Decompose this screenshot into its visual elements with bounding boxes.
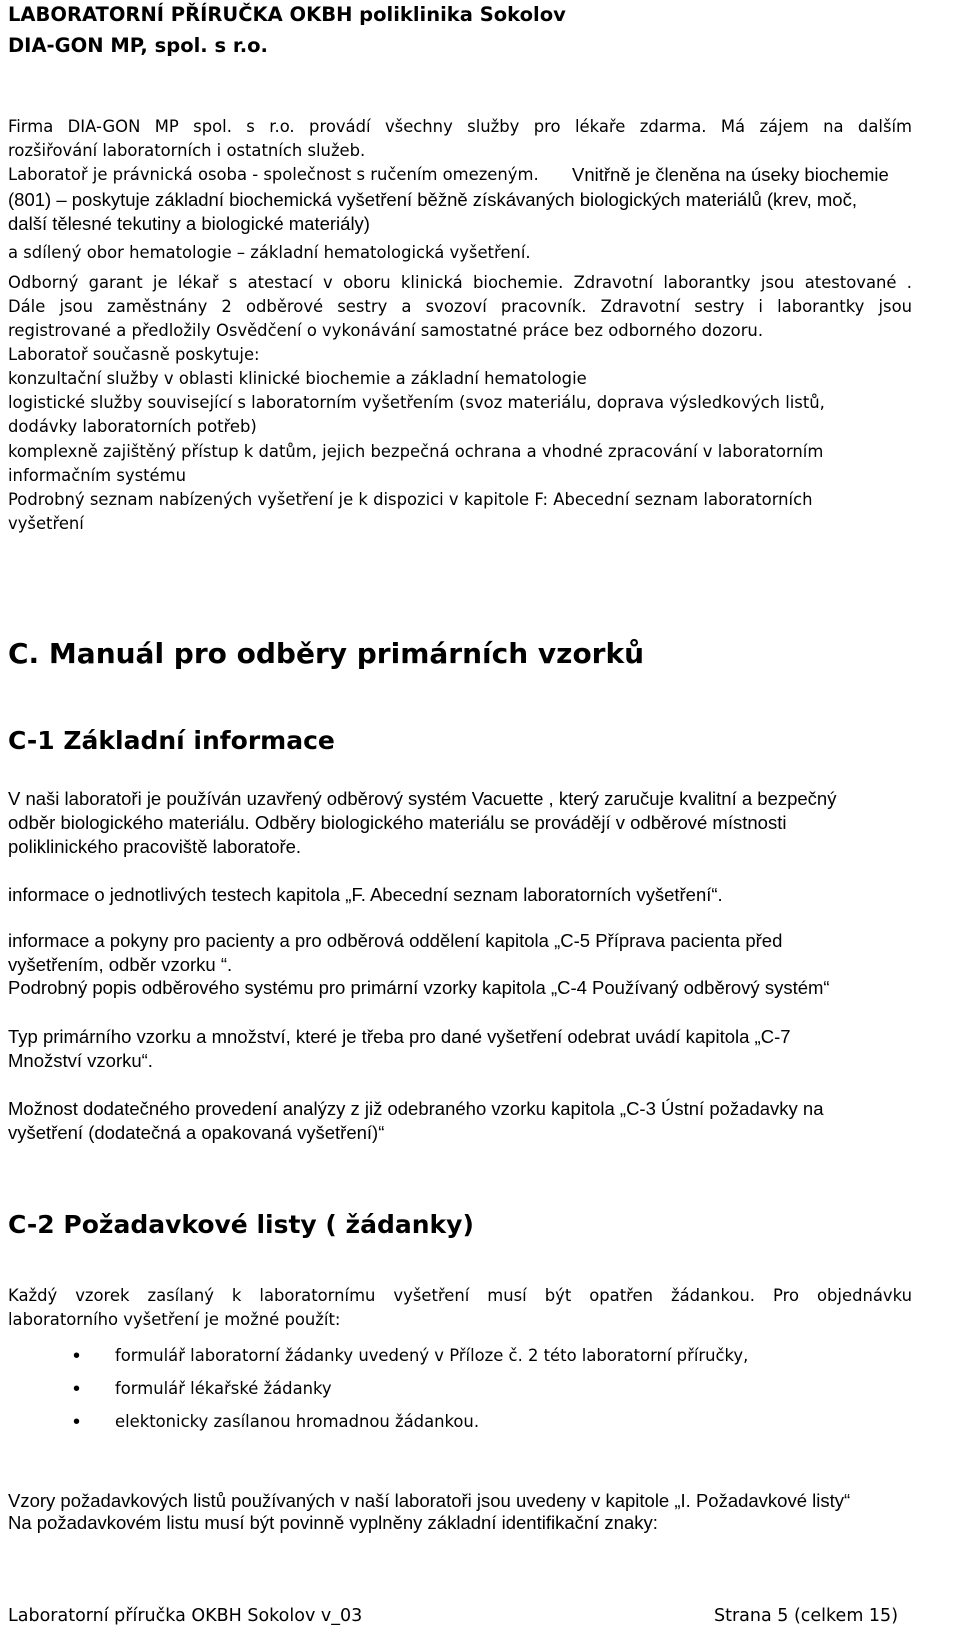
intro-line-4: (801) – poskytuje základní biochemická vyšetření běžně získávaných biologických materiálů (krev, moč, [8, 189, 857, 210]
intro-line-13: dodávky laboratorních potřeb) [8, 417, 257, 436]
intro-line-16: Podrobný seznam nabízených vyšetření je k dispozici v kapitole F: Abecední seznam laboratorních [8, 490, 813, 509]
footer-page-number: Strana 5 (celkem 15) [714, 1606, 899, 1626]
bullet-marker: • [73, 1411, 81, 1433]
section-c2-title: C-2 Požadavkové listy ( žádanky) [8, 1210, 474, 1239]
intro-line-14: komplexně zajištěný přístup k datům, jejich bezpečná ochrana a vhodné zpracování v laboratorním [8, 442, 824, 461]
intro-line-15: informačním systému [8, 466, 186, 485]
intro-line-1: Firma DIA-GON MP spol. s r.o. provádí všechny služby pro lékaře zdarma. Má zájem na dalším [8, 117, 912, 136]
intro-line-8: Dále jsou zaměstnány 2 odběrové sestry a svozoví pracovník. Zdravotní sestry i laborantky jsou [8, 297, 912, 316]
list-item: formulář laboratorní žádanky uvedený v Příloze č. 2 této laboratorní příručky, [115, 1346, 749, 1365]
intro-line-3a: Laboratoř je právnická osoba - společnost s ručením omezeným. [8, 165, 539, 184]
list-item: elektonicky zasílanou hromadnou žádankou. [115, 1412, 480, 1431]
c1-para2: informace o jednotlivých testech kapitola „F. Abecední seznam laboratorních vyšetření“. [8, 884, 723, 905]
bullet-marker: • [73, 1378, 81, 1400]
c1-para3-line1: informace a pokyny pro pacienty a pro odběrová oddělení kapitola „C-5 Příprava pacienta před [8, 930, 783, 951]
section-c1-title: C-1 Základní informace [8, 726, 335, 755]
c1-para3-line2: vyšetřením, odběr vzorku “. [8, 954, 233, 975]
list-item: formulář lékařské žádanky [115, 1379, 332, 1398]
intro-line-10: Laboratoř současně poskytuje: [8, 345, 260, 364]
c1-para6-line2: vyšetření (dodatečná a opakovaná vyšetření)“ [8, 1122, 385, 1143]
header-company: DIA-GON MP, spol. s r.o. [8, 34, 268, 57]
intro-line-2: rozšiřování laboratorních i ostatních služeb. [8, 141, 366, 160]
intro-line-12: logistické služby související s laboratorním vyšetřením (svoz materiálu, doprava výsledkových listů, [8, 393, 825, 412]
intro-line-11: konzultační služby v oblasti klinické biochemie a základní hematologie [8, 369, 587, 388]
footer-document-name: Laboratorní příručka OKBH Sokolov v_03 [8, 1606, 363, 1626]
bullet-marker: • [73, 1345, 81, 1367]
c1-para1-line1: V naši laboratoři je používán uzavřený odběrový systém Vacuette , který zaručuje kvalitní a bezpečný [8, 788, 837, 809]
c2-para1-line1: Každý vzorek zasílaný k laboratornímu vyšetření musí být opatřen žádankou. Pro objednávku [8, 1286, 912, 1305]
c1-para5-line1: Typ primárního vzorku a množství, které je třeba pro dané vyšetření odebrat uvádí kapitola „C-7 [8, 1026, 791, 1047]
header-title: LABORATORNÍ PŘÍRUČKA OKBH poliklinika Sokolov [8, 3, 566, 26]
intro-line-17: vyšetření [8, 514, 84, 533]
intro-line-6: a sdílený obor hematologie – základní hematologická vyšetření. [8, 243, 531, 262]
c2-para2-line2: Na požadavkovém listu musí být povinně vyplněny základní identifikační znaky: [8, 1512, 658, 1533]
c1-para1-line2: odběr biologického materiálu. Odběry biologického materiálu se provádějí v odběrové místnosti [8, 812, 787, 833]
c1-para6-line1: Možnost dodatečného provedení analýzy z již odebraného vzorku kapitola „C-3 Ústní požadavky na [8, 1098, 824, 1119]
c2-para1-line2: laboratorního vyšetření je možné použít: [8, 1310, 341, 1329]
c2-para2-line1: Vzory požadavkových listů používaných v naší laboratoři jsou uvedeny v kapitole „I. Požadavkové listy“ [8, 1490, 851, 1511]
c1-para5-line2: Množství vzorku“. [8, 1050, 153, 1071]
intro-line-5: další tělesné tekutiny a biologické materiály) [8, 213, 370, 234]
intro-line-3b: Vnitřně je členěna na úseky biochemie [572, 164, 889, 185]
c1-para1-line3: poliklinického pracoviště laboratoře. [8, 836, 302, 857]
intro-line-9: registrované a předložily Osvědčení o vykonávání samostatné práce bez odborného dozoru. [8, 321, 764, 340]
c1-para4: Podrobný popis odběrového systému pro primární vzorky kapitola „C-4 Používaný odběrový systém“ [8, 977, 830, 998]
section-c-title: C. Manuál pro odběry primárních vzorků [8, 637, 645, 670]
intro-line-7: Odborný garant je lékař s atestací v oboru klinická biochemie. Zdravotní laborantky jsou atestované . [8, 273, 912, 292]
